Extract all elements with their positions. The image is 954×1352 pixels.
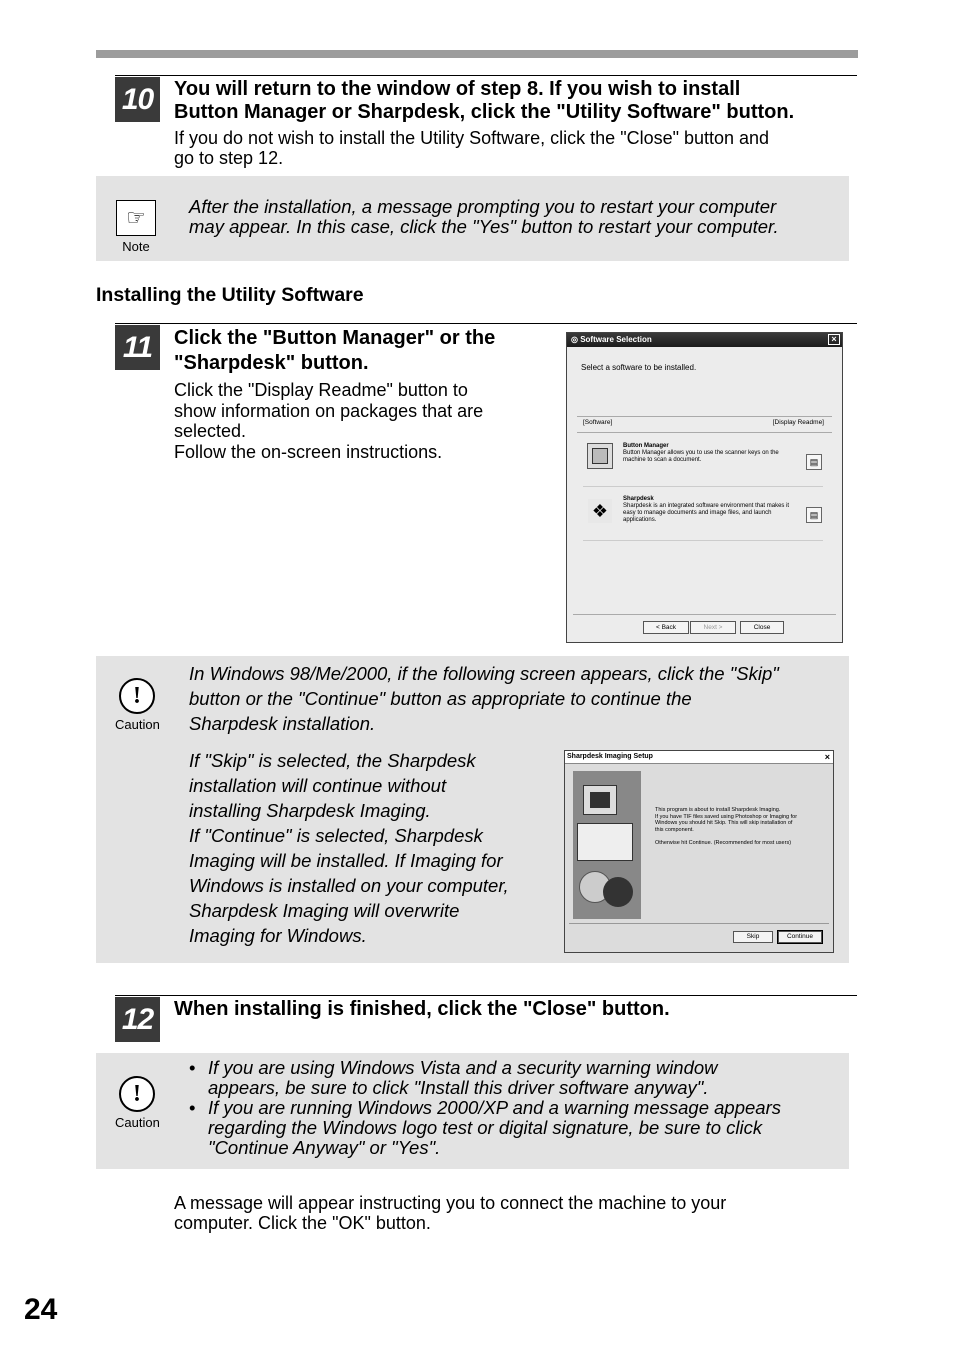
- list-item: • If you are using Windows Vista and a security warning window appears, be sure to click "Install this driver software anyway".: [189, 1058, 839, 1098]
- list-item: • If you are running Windows 2000/XP and a warning message appears regarding the Windows logo test or digital signature, be sure to click "Continue Anyway" or "Yes".: [189, 1098, 839, 1158]
- step-title: When installing is finished, click the "Close" button.: [174, 998, 670, 1020]
- sharpdesk-button[interactable]: [587, 498, 613, 524]
- sharpdesk-info: Sharpdesk Sharpdesk is an integrated software environment that makes it easy to manage documents and image files, and launch applications.: [623, 496, 790, 523]
- close-button[interactable]: Close: [740, 621, 784, 634]
- step-number: 10: [115, 77, 160, 122]
- step-12: [115, 995, 857, 1042]
- computer-icon: [577, 823, 633, 861]
- step-title: You will return to the window of step 8. If you wish to install Button Manager or Sharpdesk, click the "Utility Software" button.: [174, 78, 795, 123]
- continue-button[interactable]: Continue: [778, 931, 822, 943]
- dialog-message: This program is about to install Sharpdesk Imaging. If you have TIF files saved using Photoshop or Imaging for Windows you should hit Skip. This will skip installation of this component. Otherwise hit Continue. (Recommended for most users): [655, 807, 798, 846]
- note-box: [96, 176, 849, 261]
- caution-icon-block: [115, 678, 159, 732]
- readme-column-header: [Display Readme]: [772, 419, 824, 426]
- dialog-prompt: Select a software to be installed.: [581, 363, 697, 372]
- globe-icon: [603, 877, 633, 907]
- document-icon: ▤: [809, 510, 819, 520]
- skip-button[interactable]: Skip: [733, 931, 773, 943]
- section-title: Installing the Utility Software: [96, 284, 364, 306]
- caution-label: Caution: [115, 717, 160, 732]
- software-selection-dialog: [566, 332, 843, 643]
- disc-icon: ◎: [571, 335, 581, 344]
- note-icon-block: [114, 200, 158, 254]
- exclamation-icon: !: [119, 1076, 155, 1112]
- imaging-setup-dialog: [564, 750, 834, 953]
- step-title: Click the "Button Manager" or the "Sharpdesk" button.: [174, 327, 496, 374]
- button-manager-info: Button Manager Button Manager allows you to use the scanner keys on the machine to scan a document.: [623, 443, 779, 463]
- step-number: 11: [115, 325, 160, 370]
- step-body: If you do not wish to install the Utility Software, click the "Close" button and go to step 12.: [174, 128, 770, 168]
- back-button[interactable]: < Back: [643, 621, 689, 634]
- button-manager-button[interactable]: [587, 443, 613, 469]
- caution-paragraph-1: In Windows 98/Me/2000, if the following screen appears, click the "Skip" button or the "Continue" button as appropriate to continue the Sharpdesk installation.: [189, 663, 779, 734]
- header-rule: [96, 50, 858, 58]
- step-number: 12: [115, 997, 160, 1042]
- close-icon[interactable]: ×: [828, 334, 840, 345]
- caution-box: [96, 656, 849, 963]
- dialog-title-bar: Sharpdesk Imaging Setup ×: [565, 751, 833, 764]
- scanner-icon: [592, 448, 608, 464]
- caution-bullet-list: [189, 1058, 839, 1158]
- monitor-icon: [583, 785, 617, 815]
- exclamation-icon: !: [119, 678, 155, 714]
- final-instruction: A message will appear instructing you to connect the machine to your computer. Click the "OK" button.: [174, 1193, 727, 1233]
- close-icon[interactable]: ×: [824, 752, 830, 762]
- note-text: After the installation, a message prompting you to restart your computer may appear. In this case, click the "Yes" button to restart your computer.: [189, 196, 779, 237]
- caution-icon-block: [115, 1076, 159, 1130]
- step-body: Click the "Display Readme" button to show information on packages that are selected. Follow the on-screen instructions.: [174, 380, 484, 462]
- step-10: [115, 75, 857, 171]
- dialog-title-bar: ◎ Software Selection ×: [567, 333, 842, 347]
- computer-graphic: [573, 771, 641, 919]
- note-label: Note: [122, 239, 150, 254]
- readme-sharpdesk[interactable]: [806, 507, 822, 523]
- readme-button-manager[interactable]: [806, 454, 822, 470]
- software-column-header: [Software]: [583, 419, 613, 426]
- pointing-hand-icon: ☞: [116, 200, 156, 236]
- caution-label: Caution: [115, 1115, 160, 1130]
- page-number: 24: [24, 1293, 58, 1326]
- document-icon: ▤: [809, 457, 819, 467]
- sharpdesk-icon: ❖: [591, 501, 609, 521]
- caution-paragraph-2: If "Skip" is selected, the Sharpdesk installation will continue without installing Sharpdesk Imaging. If "Continue" is selected, Sharpdesk Imaging will be installed. If Imaging for Windows is installed on your computer, Sharpdesk Imaging will overwrite Imaging for Windows.: [189, 750, 509, 946]
- next-button[interactable]: Next >: [690, 621, 736, 634]
